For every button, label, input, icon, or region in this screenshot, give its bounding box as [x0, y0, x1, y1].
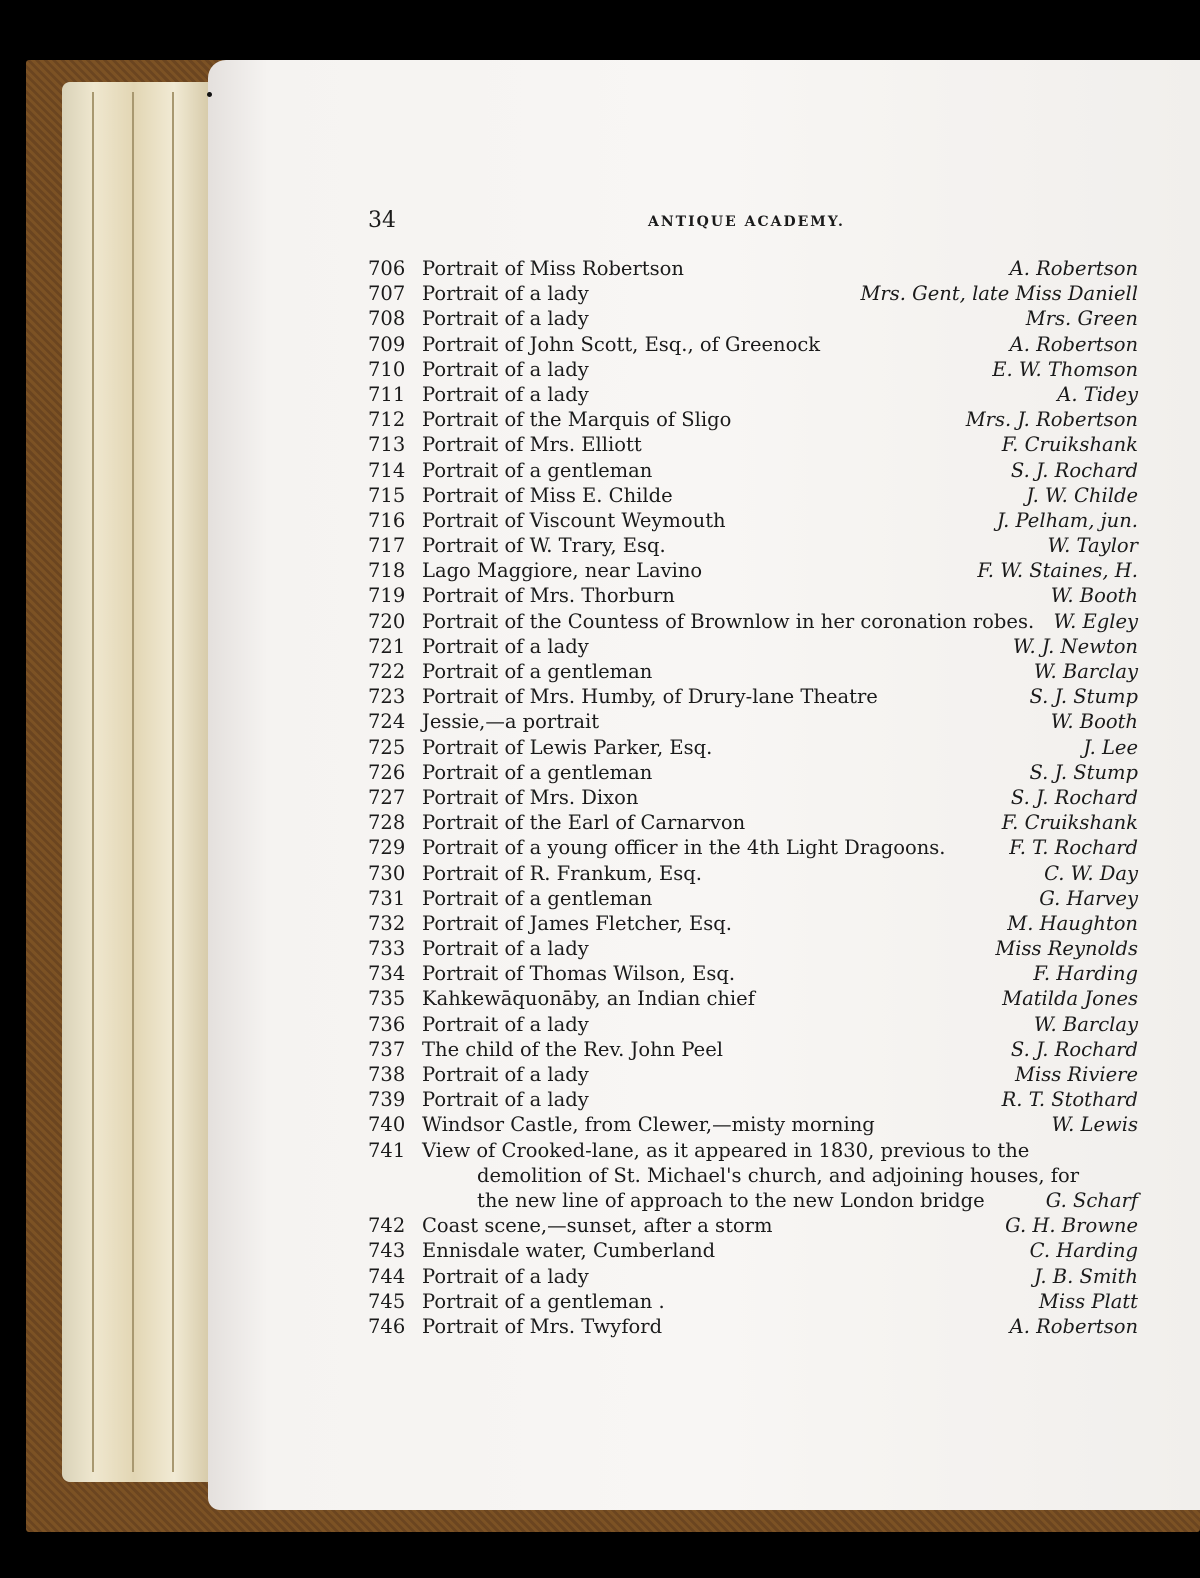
entry-number: 738: [368, 1063, 406, 1086]
running-title: ANTIQUE ACADEMY.: [648, 214, 845, 230]
entry-number: 710: [368, 357, 406, 381]
entry-title: Coast scene,—sunset, after a storm: [422, 1214, 773, 1238]
entry-title: Portrait of a lady: [422, 1063, 589, 1086]
entry-title: Portrait of a lady: [422, 307, 589, 331]
entry-title: Portrait of Lewis Parker, Esq.: [422, 735, 713, 759]
entry-artist: G. Scharf: [1045, 1188, 1138, 1212]
punch-hole: [207, 92, 212, 97]
entry-title: Portrait of a lady: [422, 1088, 589, 1112]
entry-artist: E. W. Thomson: [992, 357, 1138, 381]
entry-title: Portrait of Thomas Wilson, Esq.: [422, 962, 736, 986]
catalog-entry: [368, 432, 1138, 457]
entry-artist: C. Harding: [1029, 1239, 1138, 1263]
entry-number: 743: [368, 1239, 406, 1263]
catalog-entry: [368, 835, 1138, 860]
entry-title: Ennisdale water, Cumberland: [422, 1239, 716, 1263]
entry-number: 727: [368, 785, 406, 809]
entry-artist: S. J. Rochard: [1010, 1037, 1138, 1061]
page-edge-ridge: [92, 92, 94, 1472]
entry-title: Portrait of a gentleman .: [422, 1289, 665, 1313]
entry-artist: Matilda Jones: [1002, 987, 1138, 1011]
entry-title: Portrait of a gentleman: [422, 660, 653, 683]
entry-title: Portrait of Mrs. Twyford: [422, 1314, 663, 1338]
catalog-entry: [368, 735, 1138, 760]
catalog-entry: [368, 281, 1138, 306]
entry-number: 708: [368, 307, 406, 331]
entry-artist: W. Barclay: [1033, 1012, 1138, 1036]
entry-number: 734: [368, 962, 406, 986]
entry-title: Portrait of the Countess of Brownlow in her coronation robes.: [422, 609, 1035, 633]
entry-title: Portrait of Mrs. Humby, of Drury-lane Theatre: [422, 685, 878, 709]
entry-number: 720: [368, 609, 406, 633]
entry-number: 718: [368, 559, 406, 583]
entry-artist: A. Robertson: [1009, 1314, 1138, 1338]
catalog-entry: [368, 1012, 1138, 1037]
entry-number: 717: [368, 534, 406, 558]
page-edge-ridge: [132, 92, 134, 1472]
entry-artist: G. Harvey: [1039, 886, 1138, 910]
entry-number: 723: [368, 685, 406, 709]
entry-title: Portrait of Mrs. Elliott: [422, 433, 642, 457]
catalog-entry: [368, 1264, 1138, 1289]
entry-title: Kahkewāquonāby, an Indian chief: [422, 987, 755, 1011]
entry-artist: Miss Reynolds: [995, 937, 1138, 961]
catalog-entry: [368, 306, 1138, 331]
entry-artist: M. Haughton: [1007, 911, 1138, 935]
entry-artist: W. Booth: [1050, 584, 1138, 608]
catalog-entry: [368, 709, 1138, 734]
entry-artist: Miss Platt: [1038, 1289, 1138, 1313]
entry-number: 746: [368, 1314, 406, 1338]
entry-number: 707: [368, 282, 406, 306]
entry-number: 709: [368, 332, 406, 356]
entry-number: 714: [368, 458, 406, 482]
catalog-entry: [368, 911, 1138, 936]
catalog-entry: [368, 583, 1138, 608]
entry-title: Portrait of John Scott, Esq., of Greenock: [422, 332, 821, 356]
catalog-entry: [368, 332, 1138, 357]
entry-artist: J. B. Smith: [1034, 1264, 1138, 1288]
catalog-list: [368, 256, 1138, 1339]
catalog-entry: [368, 634, 1138, 659]
entry-title: Jessie,—a portrait: [422, 710, 600, 734]
entry-title: The child of the Rev. John Peel: [422, 1037, 723, 1061]
entry-number: 713: [368, 433, 406, 457]
entry-number: 740: [368, 1113, 406, 1137]
catalog-entry: [368, 1112, 1138, 1137]
catalog-entry: [368, 961, 1138, 986]
entry-artist: J. W. Childe: [1026, 483, 1138, 507]
catalog-entry: [368, 986, 1138, 1011]
entry-title: Portrait of James Fletcher, Esq.: [422, 911, 732, 935]
entry-number: 716: [368, 508, 406, 532]
entry-number: 732: [368, 911, 406, 935]
entry-artist: R. T. Stothard: [1001, 1088, 1138, 1112]
entry-artist: J. Pelham, jun.: [996, 508, 1138, 532]
entry-number: 733: [368, 937, 406, 961]
entry-number: 724: [368, 710, 406, 734]
entry-title: Portrait of Miss E. Childe: [422, 483, 673, 507]
entry-title: Windsor Castle, from Clewer,—misty morning: [422, 1113, 875, 1137]
catalog-entry: [368, 785, 1138, 810]
catalog-entry: [368, 357, 1138, 382]
entry-number: 731: [368, 886, 406, 910]
entry-title: Portrait of the Marquis of Sligo: [422, 408, 732, 432]
entry-title: Portrait of a gentleman: [422, 760, 653, 784]
catalog-entry: [368, 256, 1138, 281]
catalog-entry: [368, 1087, 1138, 1112]
entry-title: Portrait of a gentleman: [422, 886, 653, 910]
entry-title: Portrait of a lady: [422, 1012, 589, 1036]
catalog-entry: [368, 458, 1138, 483]
entry-number: 739: [368, 1088, 406, 1112]
entry-number: 706: [368, 257, 406, 280]
catalog-entry: [368, 1213, 1138, 1238]
entry-artist: Miss Riviere: [1015, 1063, 1138, 1086]
entry-artist: F. T. Rochard: [1009, 836, 1138, 860]
entry-artist: W. Taylor: [1047, 534, 1138, 558]
entry-title: Portrait of Mrs. Dixon: [422, 785, 639, 809]
entry-title: Portrait of a lady: [422, 1264, 589, 1288]
page-block-edge: [62, 82, 222, 1482]
entry-number: 728: [368, 811, 406, 835]
catalog-entry: [368, 861, 1138, 886]
catalog-entry: [368, 684, 1138, 709]
entry-title: Portrait of a lady: [422, 357, 589, 381]
entry-artist: F. W. Staines, H.: [977, 559, 1138, 583]
entry-artist: W. J. Newton: [1012, 634, 1138, 658]
entry-artist: F. Harding: [1033, 962, 1138, 986]
entry-title: Lago Maggiore, near Lavino: [422, 559, 703, 583]
entry-title: Portrait of a young officer in the 4th Light Dragoons.: [422, 836, 946, 860]
entry-artist: S. J. Stump: [1029, 760, 1138, 784]
entry-title: Portrait of a gentleman: [422, 458, 653, 482]
entry-artist: W. Egley: [1053, 609, 1138, 633]
entry-artist: S. J. Rochard: [1010, 458, 1138, 482]
entry-title: Portrait of Miss Robertson: [422, 257, 684, 280]
entry-artist: F. Cruikshank: [1001, 433, 1138, 457]
catalog-entry: [368, 1138, 1138, 1214]
catalog-entry: [368, 659, 1138, 684]
page-edge-ridge: [172, 92, 174, 1472]
entry-title: Portrait of a lady: [422, 382, 589, 406]
entry-number: 744: [368, 1264, 406, 1288]
catalog-entry: [368, 810, 1138, 835]
entry-artist: Mrs. Gent, late Miss Daniell: [860, 282, 1138, 306]
entry-artist: A. Robertson: [1009, 257, 1138, 280]
entry-title: Portrait of a lady: [422, 282, 589, 306]
entry-title: Portrait of the Earl of Carnarvon: [422, 811, 746, 835]
catalog-entry: [368, 407, 1138, 432]
catalog-entry: [368, 382, 1138, 407]
entry-number: 742: [368, 1214, 406, 1238]
entry-artist: S. J. Rochard: [1010, 785, 1138, 809]
entry-number: 725: [368, 735, 406, 759]
catalog-entry: [368, 936, 1138, 961]
catalog-entry: [368, 760, 1138, 785]
entry-title: Portrait of Mrs. Thorburn: [422, 584, 675, 608]
entry-artist: W. Barclay: [1033, 660, 1138, 683]
catalog-entry: [368, 1037, 1138, 1062]
catalog-entry: [368, 533, 1138, 558]
entry-number: 741: [368, 1138, 406, 1162]
entry-number: 722: [368, 660, 406, 683]
entry-number: 721: [368, 634, 406, 658]
entry-number: 711: [368, 382, 406, 406]
catalog-entry: [368, 1314, 1138, 1339]
catalog-entry: [368, 558, 1138, 583]
entry-title: Portrait of Viscount Weymouth: [422, 508, 726, 532]
entry-number: 736: [368, 1012, 406, 1036]
entry-artist: C. W. Day: [1044, 861, 1138, 885]
entry-number: 715: [368, 483, 406, 507]
entry-artist: Mrs. J. Robertson: [965, 408, 1138, 432]
entry-title: Portrait of W. Trary, Esq.: [422, 534, 666, 558]
catalog-entry: [368, 1238, 1138, 1263]
entry-artist: A. Robertson: [1009, 332, 1138, 356]
entry-number: 712: [368, 408, 406, 432]
entry-number: 726: [368, 760, 406, 784]
entry-title: Portrait of R. Frankum, Esq.: [422, 861, 702, 885]
entry-title: View of Crooked-lane, as it appeared in 1830, previous to the demolition of St. Michael's church, and adjoining houses, for the new line of approach to the new London bridge: [422, 1138, 1080, 1212]
catalog-entry: [368, 1289, 1138, 1314]
entry-artist: S. J. Stump: [1029, 685, 1138, 709]
entry-number: 735: [368, 987, 406, 1011]
catalog-entry: [368, 1062, 1138, 1087]
entry-artist: A. Tidey: [1057, 382, 1138, 406]
entry-artist: Mrs. Green: [1025, 307, 1138, 331]
entry-title: Portrait of a lady: [422, 634, 589, 658]
catalog-entry: [368, 483, 1138, 508]
entry-artist: W. Lewis: [1051, 1113, 1138, 1137]
catalog-entry: [368, 609, 1138, 634]
catalog-entry: [368, 508, 1138, 533]
entry-title: Portrait of a lady: [422, 937, 589, 961]
page-header: [368, 208, 1138, 238]
entry-number: 730: [368, 861, 406, 885]
entry-artist: W. Booth: [1050, 710, 1138, 734]
entry-artist: G. H. Browne: [1005, 1214, 1138, 1238]
catalog-entry: [368, 886, 1138, 911]
entry-number: 719: [368, 584, 406, 608]
page-number: 34: [368, 208, 396, 233]
entry-artist: F. Cruikshank: [1001, 811, 1138, 835]
entry-number: 745: [368, 1289, 406, 1313]
entry-number: 729: [368, 836, 406, 860]
entry-artist: J. Lee: [1083, 735, 1138, 759]
entry-number: 737: [368, 1037, 406, 1061]
